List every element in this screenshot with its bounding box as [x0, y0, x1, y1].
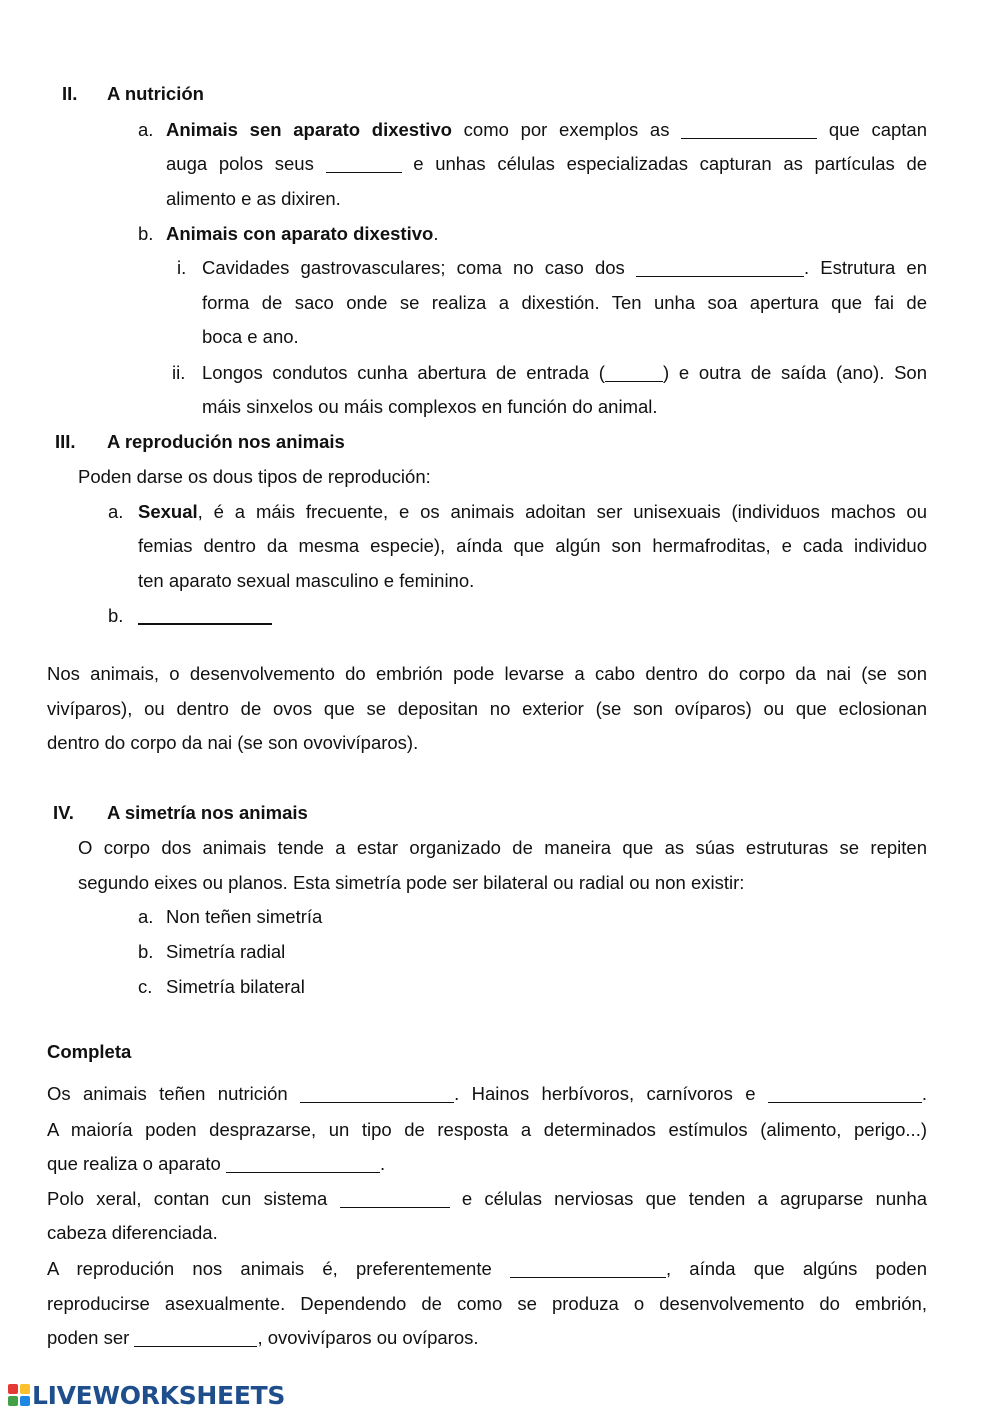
s4-line1: O corpo dos animais tende a estar organizado de maneira que as súas estruturas se repiten [78, 837, 927, 858]
embryo-line3: dentro do corpo da nai (se son ovovivíparos). [47, 732, 419, 753]
section-2-number: II. [62, 83, 78, 104]
s4-item-a: Non teñen simetría [166, 906, 323, 927]
s3-intro: Poden darse os dous tipos de reprodución: [78, 466, 431, 487]
completa-p1: Os animais teñen nutrición . Hainos herbívoros, carnívoros e . [47, 1083, 928, 1104]
blank-field[interactable] [134, 1328, 257, 1347]
s2-i-line1: Cavidades gastrovasculares; coma no caso dos . Estrutura en [202, 257, 927, 278]
s4-line2: segundo eixes ou planos. Esta simetría pode ser bilateral ou radial ou non existir: [78, 872, 745, 893]
blank-field[interactable] [340, 1189, 450, 1208]
s2-ii-line1: Longos condutos cunha abertura de entrada ( ) e outra de saída (ano). Son [202, 362, 927, 383]
blank-field[interactable] [768, 1084, 922, 1103]
s2-a-line1: Animais sen aparato dixestivo como por exemplos as que captan [166, 119, 927, 140]
blank-field[interactable] [300, 1084, 454, 1103]
blank-field[interactable] [681, 120, 817, 139]
section-3-title: A reprodución nos animais [107, 431, 345, 452]
item-marker: b. [138, 223, 154, 244]
logo-icon [8, 1384, 30, 1406]
s3-a-line2: femias dentro da mesma especie), aínda que algún son hermafroditas, e cada individuo [138, 535, 927, 556]
s4-item-c: Simetría bilateral [166, 976, 305, 997]
item-marker: ii. [172, 362, 186, 383]
s2-ii-line2: máis sinxelos ou máis complexos en función do animal. [202, 396, 658, 417]
item-marker: b. [138, 941, 154, 962]
blank-field[interactable] [510, 1259, 666, 1278]
completa-p3-line2: cabeza diferenciada. [47, 1222, 218, 1243]
s2-a-line2: auga polos seus e unhas células especializadas capturan as partículas de [166, 153, 928, 174]
item-marker: b. [108, 605, 124, 626]
item-marker: a. [138, 119, 154, 140]
s3-a-line1: Sexual, é a máis frecuente, e os animais adoitan ser unisexuais (individuos machos ou [138, 501, 927, 522]
logo-text: LIVEWORKSHEETS [32, 1380, 286, 1410]
s2-a-line3: alimento e as dixiren. [166, 188, 341, 209]
liveworksheets-logo [8, 1380, 285, 1410]
s3-a-line3: ten aparato sexual masculino e feminino. [138, 570, 475, 591]
embryo-line2: vivíparos), ou dentro de ovos que se depositan no exterior (se son ovíparos) ou que eclosionan [47, 698, 927, 719]
section-4-title: A simetría nos animais [107, 802, 308, 823]
blank-field[interactable] [636, 258, 804, 277]
completa-p2-line2: que realiza o aparato . [47, 1153, 386, 1174]
completa-p3-line1: Polo xeral, contan cun sistema e células nerviosas que tenden a agruparse nunha [47, 1188, 928, 1209]
completa-p2-line1: A maioría poden desprazarse, un tipo de resposta a determinados estímulos (alimento, perigo...) [47, 1119, 927, 1140]
embryo-line1: Nos animais, o desenvolvemento do embrión pode levarse a cabo dentro do corpo da nai (se son [47, 663, 927, 684]
completa-title: Completa [47, 1041, 132, 1062]
item-marker: a. [138, 906, 154, 927]
s3-b-line [138, 604, 272, 628]
s2-i-line2: forma de saco onde se realiza a dixestión. Ten unha soa apertura que fai de [202, 292, 927, 313]
completa-p4-line3: poden ser , ovovivíparos ou ovíparos. [47, 1327, 479, 1348]
blank-field[interactable] [138, 605, 272, 625]
item-marker: c. [138, 976, 153, 997]
s2-i-line3: boca e ano. [202, 326, 299, 347]
section-2-title: A nutrición [107, 83, 204, 104]
item-marker: a. [108, 501, 124, 522]
completa-p4-line2: reproducirse asexualmente. Dependendo de como se produza o desenvolvemento do embrión, [47, 1293, 927, 1314]
section-4-number: IV. [53, 802, 74, 823]
blank-field[interactable] [326, 154, 402, 173]
item-marker: i. [177, 257, 187, 278]
s2-b-line: Animais con aparato dixestivo. [166, 223, 439, 244]
s4-item-b: Simetría radial [166, 941, 286, 962]
section-3-number: III. [55, 431, 76, 452]
completa-p4-line1: A reprodución nos animais é, preferentemente , aínda que algúns poden [47, 1258, 927, 1279]
blank-field[interactable] [605, 363, 663, 382]
blank-field[interactable] [226, 1154, 380, 1173]
